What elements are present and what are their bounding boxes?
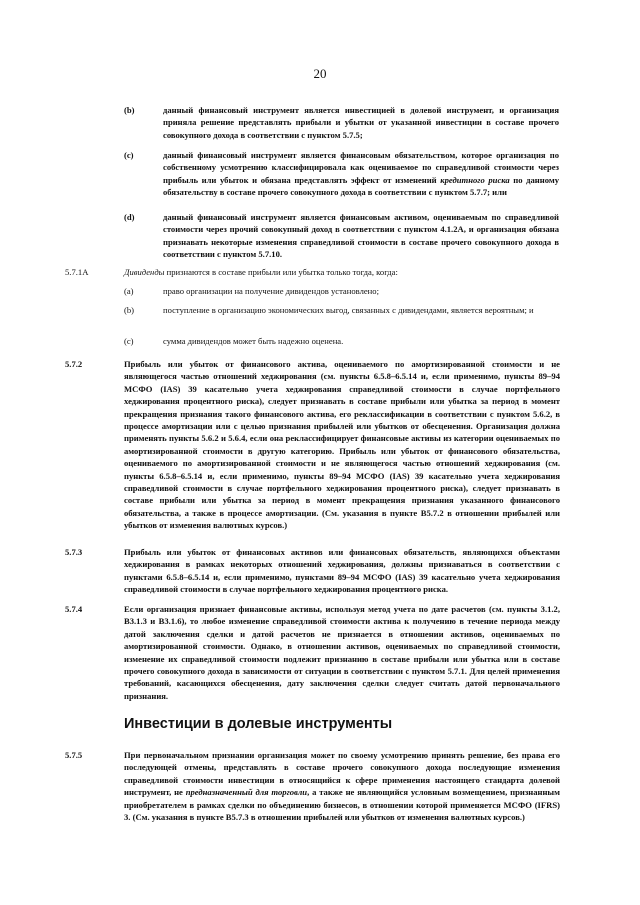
dividend-item-b-text: поступление в организацию экономических выгод, связанных с дивидендами, является вероятным; и — [163, 305, 534, 315]
page-number: 20 — [313, 66, 327, 81]
section-5-7-1a-emphasis: Дивиденды — [124, 267, 165, 277]
section-5-7-5-text-part2: , а также не являющийся условным возмещением, признанным приобретателем в рамках сделки по объединению бизнесов, в отношении которой применяется МСФО (IFRS) 3. (См. указания в пункте В5.7.3 в отношении прибылей или убытков от изменения валютных курсов.) — [124, 787, 560, 823]
section-5-7-3-text: Прибыль или убыток от финансовых активов или финансовых обязательств, являющихся объектами хеджирования в рамках некоторых отношений хеджирования, должны признаваться в соответствии с пунктами 6.5.8–6.5.14 и, если применимо, пунктами 89–94 МСФО (IAS) 39 касательно учета хеджирования справедливой стоимости в случае портфельного хеджирования процентного риска. — [124, 547, 560, 595]
dividend-item-c-label: (c) — [124, 336, 134, 346]
subitem-d-label: (d) — [124, 212, 135, 222]
subitem-c-text-part2: по данному обязательству в составе прочего совокупного дохода в соответствии с пунктом 5.7.7; или — [163, 174, 559, 198]
dividend-item-a-text: право организации на получение дивидендов установлено; — [163, 286, 379, 296]
subitem-c-emphasis: кредитного риска — [440, 174, 510, 185]
section-5-7-4-text: Если организация признает финансовые активы, используя метод учета по дате расчетов (см. пункты 3.1.2, В3.1.3 и В3.1.6), то любое изменение справедливой стоимости актива к получению в течение периода между датой заключения сделки и датой расчетов не признается в отношении активов, оцениваемых по амортизированной стоимости. Однако, в отношении активов, оцениваемых по справедливой стоимости, изменение их справедливой стоимости подлежит признанию в составе прибыли или убытка или в составе прочего совокупного дохода в зависимости от ситуации в соответствии с пунктом 5.7.1. Для целей применения требований, касающихся обесценения, дату заключения сделки следует считать датой первоначального признания. — [124, 604, 560, 701]
section-5-7-5-number: 5.7.5 — [65, 750, 83, 760]
subitem-c-text — [163, 149, 559, 199]
section-5-7-5-text-part1: При первоначальном признании организация может по своему усмотрению принять решение, без права его последующей отмены, представлять в составе прочего совокупного дохода последующие изменения справедливой стоимости инвестиции в относящийся к сфере применения настоящего стандарта долевой инструмент, не — [124, 750, 560, 798]
section-5-7-1a-lead — [124, 266, 560, 278]
subitem-c-label: (c) — [124, 150, 134, 160]
section-5-7-2-text: Прибыль или убыток от финансового актива, оцениваемого по амортизированной стоимости и не являющегося частью отношений хеджирования (см. пункты 6.5.8–6.5.14 и, если применимо, пункты 89–94 МСФО (IAS) 39 касательно учета хеджирования справедливой стоимости в случае портфельного хеджирования процентного риска), следует признавать в составе прибыли или убытка за период в момент прекращения признания такого финансового актива, его реклассификации в соответствии с пунктом 5.6.2, в процессе амортизации или с целью признания прибылей или убытков от обесценения. Организация должна применять пункты 5.6.2 и 5.6.4, если она реклассифицирует финансовые активы из категории оцениваемых по амортизированной стоимости в другую категорию. Прибыль или убыток от финансового обязательства, оцениваемого по амортизированной стоимости и не являющегося частью отношений хеджирования (см. пункты 6.5.8–6.5.14 и, если применимо, пункты 89–94 МСФО (IAS) 39 касательно учета хеджирования справедливой стоимости в случае портфельного хеджирования процентного риска), следует признавать в составе прибыли или убытка за период в момент прекращения признания указанного финансового обязательства, а также в процессе амортизации. (См. указания в пункте В5.7.2 в отношении прибылей или убытков от изменения валютных курсов.) — [124, 359, 560, 531]
section-5-7-1a-number: 5.7.1A — [65, 267, 89, 277]
dividend-item-c-text: сумма дивидендов может быть надежно оценена. — [163, 336, 344, 346]
subitem-b-text: данный финансовый инструмент является инвестицией в долевой инструмент, и организация приняла решение представлять прибыли и убытки от указанной инвестиции в составе прочего совокупного дохода в соответствии с пунктом 5.7.5; — [163, 105, 559, 140]
dividend-item-b-label: (b) — [124, 305, 135, 315]
subitem-b-label: (b) — [124, 105, 135, 115]
section-5-7-5-text — [124, 749, 560, 823]
section-heading: Инвестиции в долевые инструменты — [124, 716, 393, 732]
section-5-7-3-number: 5.7.3 — [65, 547, 83, 557]
section-5-7-5-emphasis: предназначенный для торговли — [185, 787, 308, 798]
subitem-d-text: данный финансовый инструмент является финансовым активом, оцениваемым по справедливой стоимости через прочий совокупный доход в соответствии с пунктом 4.1.2А, и организация обязана признавать некоторые изменения справедливой стоимости в составе прочего совокупного дохода в соответствии с пунктом 5.7.10. — [163, 212, 559, 260]
section-5-7-4-number: 5.7.4 — [65, 604, 83, 614]
section-5-7-1a-lead-text: признаются в составе прибыли или убытка только тогда, когда: — [164, 267, 398, 277]
subitem-c-text-part1: данный финансовый инструмент является финансовым обязательством, которое организация по собственному усмотрению классифицировала как оцениваемое по справедливой стоимости через прибыль или убыток и обязана представлять эффект от изменений — [163, 150, 559, 185]
section-5-7-2-number: 5.7.2 — [65, 359, 83, 369]
dividend-item-a-label: (a) — [124, 286, 134, 296]
